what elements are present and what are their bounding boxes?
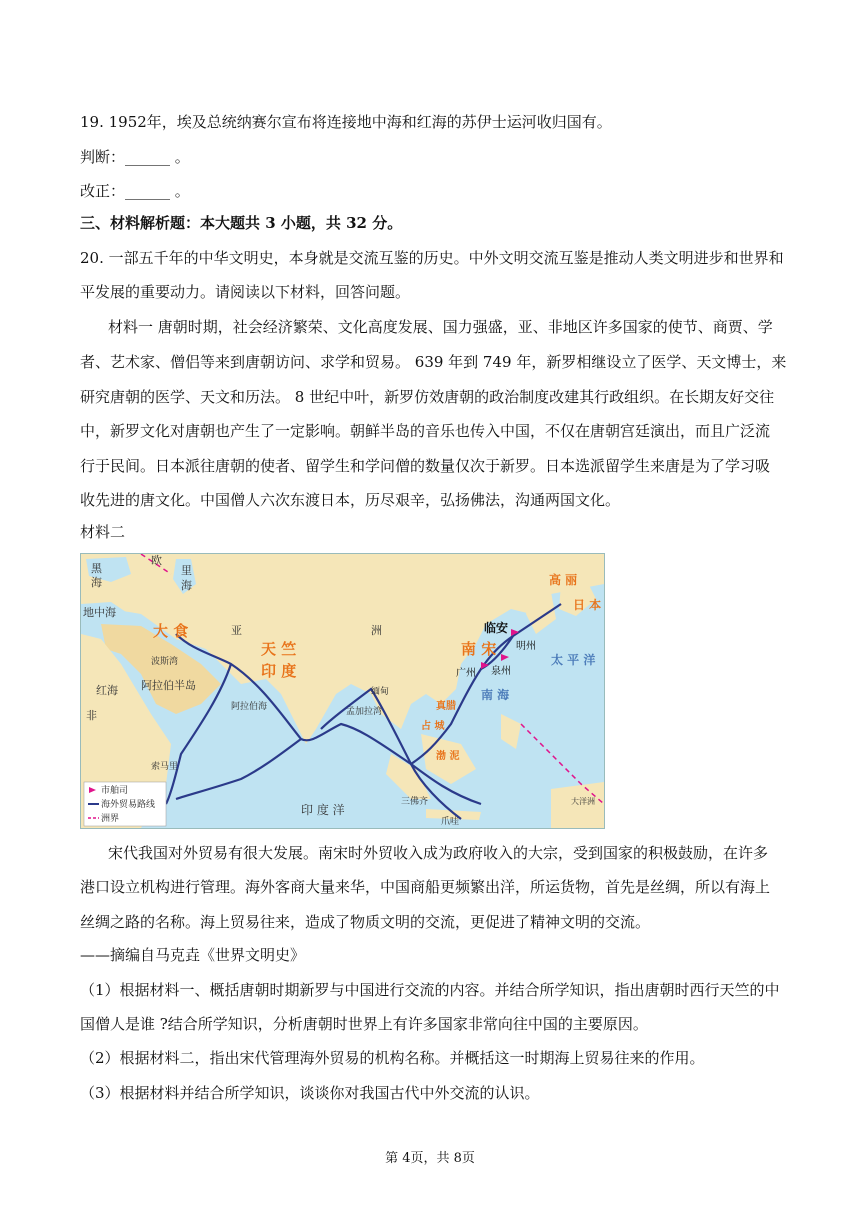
map-label-quanzhou: 泉州: [491, 666, 511, 677]
map-label-red-sea: 红海: [96, 684, 118, 697]
map-label-zhaowa: 爪哇: [441, 817, 460, 827]
q19-correct: 改正：______ 。: [80, 182, 190, 200]
map-label-indian-ocean: 印 度 洋: [301, 803, 345, 817]
material1-line-4: 中，新罗文化对唐朝也产生了一定影响。朝鲜半岛的音乐也传入中国，不仅在唐朝宫廷演出，而且广泛流: [80, 422, 771, 440]
song-paragraph-line-3: 丝绸之路的名称。海上贸易往来，造成了物质文明的交流，更促进了精神文明的交流。: [80, 913, 651, 931]
map-label-dashi: 大 食: [153, 622, 189, 640]
map-label-linan: 临安: [484, 621, 509, 635]
map-label-mingzhou: 明州: [516, 641, 536, 652]
map-label-arab-sea: 阿拉伯海: [231, 702, 268, 712]
material1-line-1: 材料一 唐朝时期，社会经济繁荣、文化高度发展、国力强盛，亚、非地区许多国家的使节、商贾、学: [108, 318, 773, 336]
map-label-somali: 索马里: [151, 762, 179, 772]
map-label-africa: 非: [86, 709, 97, 722]
q20-intro-line-1: 20. 一部五千年的中华文明史，本身就是交流互鉴的历史。中外文明交流互鉴是推动人类文明进步和世界和: [80, 249, 784, 267]
map-label-nansong: 南 宋: [461, 640, 497, 658]
map-label-burma: 缅甸: [371, 687, 390, 697]
material1-line-5: 行于民间。日本派往唐朝的使者、留学生和学问僧的数量仅次于新罗。日本选派留学生来唐是为了学习吸: [80, 457, 771, 475]
q19-judge: 判断：______ 。: [80, 148, 190, 166]
map-label-sanfoqi: 三佛齐: [401, 797, 429, 807]
material1-line-2: 者、艺术家、僧侣等来到唐朝访问、求学和贸易。 639 年到 749 年，新罗相继设立了医学、天文博士，来: [80, 353, 787, 371]
question-1-line-1: （1）根据材料一、概括唐朝时期新罗与中国进行交流的内容。并结合所学知识，指出唐朝时西行天竺的中: [80, 981, 780, 999]
map-label-europe: 欧: [151, 554, 162, 567]
song-paragraph-line-2: 港口设立机构进行管理。海外客商大量来华，中国商船更频繁出洋，所运货物，首先是丝绸，所以有海上: [80, 878, 771, 896]
legend-port: 市舶司: [101, 786, 129, 796]
legend-route: 海外贸易路线: [101, 800, 156, 810]
map-label-arabia: 阿拉伯半岛: [141, 679, 196, 692]
map-label-ya: 亚: [231, 624, 242, 637]
map-label-tianzhu: 天 竺: [261, 640, 297, 658]
map-label-zhenla: 真腊: [436, 701, 456, 712]
map-label-pacific: 太 平 洋: [551, 653, 596, 667]
map-label-bengal: 孟加拉湾: [346, 707, 383, 717]
map-label-au: 大洋洲: [571, 797, 595, 806]
map-label-nanhai: 南 海: [481, 688, 510, 702]
map-label-yindu: 印 度: [261, 662, 297, 680]
page-footer: 第 4页，共 8页: [385, 1151, 475, 1166]
material1-line-3: 研究唐朝的医学、天文和历法。 8 世纪中叶，新罗仿效唐朝的政治制度改建其行政组织。在长期友好交往: [80, 388, 775, 406]
map-label-med: 地中海: [83, 606, 116, 619]
map-label-persian-gulf: 波斯湾: [151, 657, 179, 667]
map-label-li: 里: [181, 564, 192, 577]
map-legend: [84, 782, 166, 826]
map-label-zhancheng: 占 城: [421, 721, 445, 732]
map-label-black: 黑: [91, 562, 102, 575]
map-label-black2: 海: [91, 576, 102, 589]
question-2: （2）根据材料二，指出宋代管理海外贸易的机构名称。并概括这一时期海上贸易往来的作用。: [80, 1049, 705, 1067]
source-citation: ——摘编自马克垚《世界文明史》: [80, 946, 306, 964]
map-label-zhou: 洲: [371, 624, 382, 637]
material2-title: 材料二: [80, 523, 126, 541]
song-paragraph-line-1: 宋代我国对外贸易有很大发展。南宋时外贸收入成为政府收入的大宗，受到国家的积极鼓励，在许多: [108, 844, 769, 862]
material1-line-6: 收先进的唐文化。中国僧人六次东渡日本，历尽艰辛，弘扬佛法，沟通两国文化。: [80, 491, 621, 509]
map-label-gaoli: 高 丽: [549, 573, 578, 587]
map-label-riben: 日 本: [573, 598, 602, 612]
q19-text: 19. 1952年，埃及总统纳赛尔宣布将连接地中海和红海的苏伊士运河收归国有。: [80, 113, 612, 131]
song-maritime-trade-map: [80, 553, 605, 829]
map-label-hai: 海: [181, 579, 192, 592]
question-1-line-2: 国僧人是谁 ?结合所学知识，分析唐朝时世界上有许多国家非常向往中国的主要原因。: [80, 1015, 648, 1033]
legend-border: 洲界: [101, 814, 120, 824]
question-3: （3）根据材料并结合所学知识，谈谈你对我国古代中外交流的认识。: [80, 1084, 540, 1102]
map-label-boni: 渤 泥: [436, 751, 460, 762]
section-3-heading: 三、材料解析题：本大题共 3 小题，共 32 分。: [80, 214, 403, 232]
q20-intro-line-2: 平发展的重要动力。请阅读以下材料，回答问题。: [80, 283, 411, 301]
map-label-guangzhou: 广州: [456, 668, 476, 679]
